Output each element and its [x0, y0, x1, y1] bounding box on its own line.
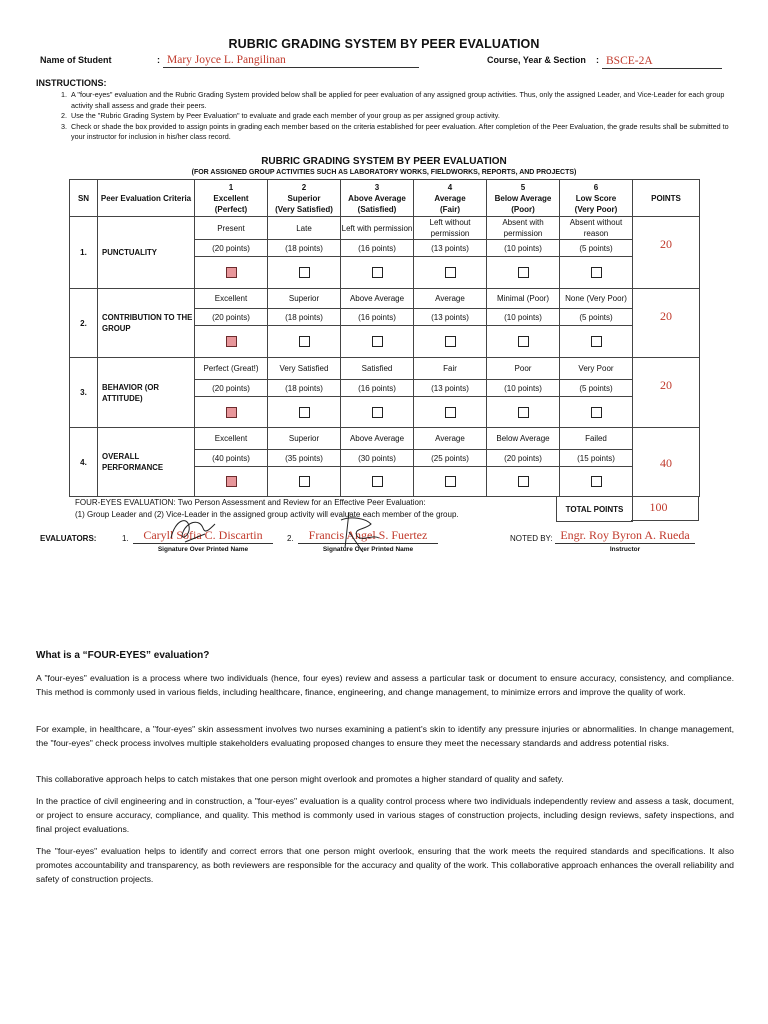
- criteria-level-points: (20 points): [195, 380, 268, 397]
- checkbox-cell: [487, 326, 560, 358]
- criteria-level-points: (35 points): [268, 450, 341, 467]
- checkbox-cell: [560, 326, 633, 358]
- row-criteria: CONTRIBUTION TO THE GROUP: [98, 289, 195, 358]
- course-section-field[interactable]: BSCE-2A: [602, 54, 722, 69]
- criteria-level-label: Very Satisfied: [268, 358, 341, 380]
- total-points-value[interactable]: 100: [649, 500, 668, 514]
- row-points-cell: [633, 428, 700, 497]
- header-scale-4: 4 Average (Fair): [414, 180, 487, 217]
- criteria-level-label: Absent with permission: [487, 217, 560, 240]
- checkbox[interactable]: [518, 336, 529, 347]
- checkbox-cell: [195, 257, 268, 289]
- checkbox-cell: [195, 467, 268, 497]
- row-points-cell: [633, 217, 700, 289]
- checkbox-cell: [341, 467, 414, 497]
- checkbox-cell: [560, 397, 633, 428]
- course-label: Course, Year & Section: [487, 55, 586, 65]
- rubric-body: [70, 217, 700, 497]
- criteria-level-points: (18 points): [268, 309, 341, 326]
- criteria-level-label: Above Average: [341, 428, 414, 450]
- row-criteria: PUNCTUALITY: [98, 217, 195, 289]
- evaluator-1-signature: [165, 512, 225, 548]
- criteria-level-points: (20 points): [195, 309, 268, 326]
- row-score[interactable]: 40: [660, 456, 672, 470]
- criteria-level-points: (16 points): [341, 309, 414, 326]
- checkbox-cell: [268, 467, 341, 497]
- evaluator-2-signature: [335, 508, 385, 554]
- checkbox[interactable]: [299, 407, 310, 418]
- document-title: RUBRIC GRADING SYSTEM BY PEER EVALUATION: [228, 37, 540, 51]
- criteria-level-points: (30 points): [341, 450, 414, 467]
- checkbox-cell: [560, 467, 633, 497]
- header-scale-2: 2 Superior (Very Satisfied): [268, 180, 341, 217]
- criteria-level-label: Failed: [560, 428, 633, 450]
- row-score[interactable]: 20: [660, 309, 672, 323]
- criteria-level-label: Late: [268, 217, 341, 240]
- course-colon: :: [596, 55, 599, 65]
- rubric-row: [70, 289, 700, 309]
- checkbox-cell: [414, 326, 487, 358]
- row-points-cell: [633, 358, 700, 428]
- criteria-level-points: (13 points): [414, 240, 487, 257]
- row-sn: 1.: [70, 217, 98, 289]
- row-score[interactable]: 20: [660, 237, 672, 251]
- evaluator-2-number: 2.: [287, 534, 294, 543]
- checkbox-cell: [487, 467, 560, 497]
- criteria-level-points: (15 points): [560, 450, 633, 467]
- checkbox-cell: [414, 397, 487, 428]
- criteria-level-points: (5 points): [560, 380, 633, 397]
- article-paragraph: This collaborative approach helps to catch mistakes that one person might overlook and promotes a higher standard of quality and safety.: [36, 774, 564, 784]
- criteria-level-points: (5 points): [560, 309, 633, 326]
- rubric-row: [70, 217, 700, 240]
- checkbox[interactable]: [299, 267, 310, 278]
- checkbox-checked[interactable]: [226, 336, 237, 347]
- instruction-item: 2. Use the "Rubric Grading System by Peer Evaluation" to evaluate and grade each member of your group as per assigned group activity.: [69, 111, 736, 122]
- header-sn: SN: [70, 180, 98, 217]
- checkbox-checked[interactable]: [226, 267, 237, 278]
- criteria-level-label: Present: [195, 217, 268, 240]
- checkbox[interactable]: [372, 336, 383, 347]
- instructor-caption: Instructor: [609, 546, 641, 553]
- instructions-heading: INSTRUCTIONS:: [36, 78, 107, 88]
- criteria-level-label: Minimal (Poor): [487, 289, 560, 309]
- checkbox[interactable]: [299, 336, 310, 347]
- article-paragraph: For example, in healthcare, a "four-eyes" skin assessment involves two nurses examining a patient's skin to identify any pressure injuries or abnormalities. In change management, the "four-eyes" check process involves multiple stakeholders evaluating proposed changes to ensure they meet the necessary standards and address potential risks.: [36, 724, 734, 749]
- checkbox-cell: [414, 257, 487, 289]
- criteria-level-points: (10 points): [487, 240, 560, 257]
- rubric-table: [69, 179, 700, 497]
- checkbox-cell: [560, 257, 633, 289]
- checkbox-cell: [414, 467, 487, 497]
- row-points-cell: [633, 289, 700, 358]
- criteria-level-label: Average: [414, 428, 487, 450]
- checkbox-checked[interactable]: [226, 476, 237, 487]
- four-eyes-note: [75, 497, 459, 520]
- checkbox-cell: [487, 397, 560, 428]
- criteria-level-label: Perfect (Great!): [195, 358, 268, 380]
- criteria-level-points: (25 points): [414, 450, 487, 467]
- checkbox[interactable]: [299, 476, 310, 487]
- article-heading: What is a “FOUR-EYES” evaluation?: [36, 650, 210, 661]
- row-sn: 2.: [70, 289, 98, 358]
- checkbox-cell: [268, 326, 341, 358]
- rubric-subtitle: RUBRIC GRADING SYSTEM BY PEER EVALUATION: [261, 156, 507, 167]
- row-score[interactable]: 20: [660, 378, 672, 392]
- checkbox[interactable]: [518, 476, 529, 487]
- criteria-level-label: Poor: [487, 358, 560, 380]
- evaluator-2-caption: Signature Over Printed Name: [322, 546, 414, 553]
- criteria-level-points: (5 points): [560, 240, 633, 257]
- evaluator-1-name[interactable]: Caryll Sofia C. Discartin: [133, 528, 273, 544]
- note-line: FOUR-EYES EVALUATION: Two Person Assessment and Review for an Effective Peer Evaluation:: [75, 498, 426, 507]
- checkbox[interactable]: [591, 267, 602, 278]
- criteria-level-label: Superior: [268, 428, 341, 450]
- checkbox-cell: [195, 397, 268, 428]
- criteria-level-label: Very Poor: [560, 358, 633, 380]
- checkbox[interactable]: [372, 267, 383, 278]
- criteria-level-points: (18 points): [268, 380, 341, 397]
- checkbox[interactable]: [591, 476, 602, 487]
- header-points: POINTS: [633, 180, 700, 217]
- checkbox[interactable]: [445, 336, 456, 347]
- student-name-field[interactable]: Mary Joyce L. Pangilinan: [163, 53, 419, 68]
- checkbox[interactable]: [445, 267, 456, 278]
- instruction-item: 1. A "four-eyes" evaluation and the Rubric Grading System provided below shall be applied for peer evaluation of any assigned group activities. Thus, only the assigned Leader, and Vice-Leader for each group activity shall assess and grade their peers.: [69, 90, 736, 111]
- noted-by-label: NOTED BY:: [510, 534, 553, 543]
- rubric-header-row: [70, 180, 700, 217]
- note-line: (1) Group Leader and (2) Vice-Leader in the assigned group activity will evaluate each member of the group.: [75, 509, 459, 519]
- instruction-item: 3. Check or shade the box provided to assign points in grading each member based on the criteria established for peer evaluation. After completion of the Peer Evaluation, the grade results shall be submitted to your instructor for inclusion in his/her class record.: [69, 122, 736, 143]
- criteria-level-label: Excellent: [195, 289, 268, 309]
- row-sn: 3.: [70, 358, 98, 428]
- row-criteria: BEHAVIOR (OR ATTITUDE): [98, 358, 195, 428]
- checkbox-cell: [268, 257, 341, 289]
- criteria-level-points: (13 points): [414, 380, 487, 397]
- criteria-level-label: Satisfied: [341, 358, 414, 380]
- criteria-level-label: Average: [414, 289, 487, 309]
- criteria-level-label: Fair: [414, 358, 487, 380]
- checkbox[interactable]: [372, 407, 383, 418]
- total-points-label: TOTAL POINTS: [556, 496, 633, 522]
- criteria-level-points: (13 points): [414, 309, 487, 326]
- checkbox[interactable]: [445, 476, 456, 487]
- checkbox[interactable]: [591, 336, 602, 347]
- checkbox-cell: [487, 257, 560, 289]
- criteria-level-points: (20 points): [195, 240, 268, 257]
- rubric-row: [70, 428, 700, 450]
- header-scale-3: 3 Above Average (Satisfied): [341, 180, 414, 217]
- checkbox[interactable]: [518, 407, 529, 418]
- checkbox[interactable]: [445, 407, 456, 418]
- criteria-level-label: None (Very Poor): [560, 289, 633, 309]
- row-sn: 4.: [70, 428, 98, 497]
- evaluator-2-name[interactable]: Francis Angel S. Fuertez: [298, 528, 438, 544]
- article-paragraph: A "four-eyes" evaluation is a process where two individuals (hence, four eyes) review and assess a particular task or document to ensure accuracy, consistency, and compliance. This method is commonly used in various fields, including healthcare, finance, engineering, and change management, to minimize errors and improve the quality of work.: [36, 673, 734, 698]
- student-label: Name of Student: [40, 55, 112, 65]
- criteria-level-points: (10 points): [487, 309, 560, 326]
- checkbox-checked[interactable]: [226, 407, 237, 418]
- checkbox[interactable]: [372, 476, 383, 487]
- criteria-level-label: Absent without reason: [560, 217, 633, 240]
- checkbox[interactable]: [591, 407, 602, 418]
- evaluator-1-number: 1.: [122, 534, 129, 543]
- criteria-level-label: Below Average: [487, 428, 560, 450]
- rubric-row: [70, 358, 700, 380]
- article-paragraph: The "four-eyes" evaluation helps to identify and correct errors that one person might overlook, ensuring that the work meets the required standards and specifications. It also promotes accountability and transparency, as both reviewers are responsible for the accuracy and quality of the work. This collaborative approach enhances the overall reliability and safety of construction projects.: [36, 846, 734, 885]
- criteria-level-points: (10 points): [487, 380, 560, 397]
- header-scale-6: 6 Low Score (Very Poor): [560, 180, 633, 217]
- checkbox-cell: [341, 257, 414, 289]
- criteria-level-points: (16 points): [341, 240, 414, 257]
- criteria-level-label: Left with permission: [341, 217, 414, 240]
- row-criteria: OVERALL PERFORMANCE: [98, 428, 195, 497]
- criteria-level-points: (16 points): [341, 380, 414, 397]
- checkbox-cell: [341, 397, 414, 428]
- criteria-level-points: (18 points): [268, 240, 341, 257]
- header-scale-1: 1 Excellent (Perfect): [195, 180, 268, 217]
- checkbox[interactable]: [518, 267, 529, 278]
- header-criteria: Peer Evaluation Criteria: [98, 180, 195, 217]
- rubric-subtitle-detail: (FOR ASSIGNED GROUP ACTIVITIES SUCH AS LABORATORY WORKS, FIELDWORKS, REPORTS, AND PROJECTS): [191, 169, 577, 176]
- criteria-level-label: Left without permission: [414, 217, 487, 240]
- criteria-level-points: (20 points): [487, 450, 560, 467]
- checkbox-cell: [341, 326, 414, 358]
- evaluators-label: EVALUATORS:: [40, 534, 97, 543]
- checkbox-cell: [195, 326, 268, 358]
- criteria-level-label: Above Average: [341, 289, 414, 309]
- criteria-level-points: (40 points): [195, 450, 268, 467]
- article-paragraph: In the practice of civil engineering and in construction, a "four-eyes" evaluation is a quality control process where two individuals independently review and assess a task, document, or project to ensure accuracy, compliance, and quality. This method is commonly used in various stages of construction projects, including design reviews, safety inspections, and final project evaluations.: [36, 796, 734, 835]
- instructor-name[interactable]: Engr. Roy Byron A. Rueda: [555, 528, 695, 544]
- instructions-list: [36, 90, 736, 143]
- criteria-level-label: Superior: [268, 289, 341, 309]
- header-scale-5: 5 Below Average (Poor): [487, 180, 560, 217]
- criteria-level-label: Excellent: [195, 428, 268, 450]
- student-colon: :: [157, 55, 160, 65]
- evaluator-1-caption: Signature Over Printed Name: [157, 546, 249, 553]
- checkbox-cell: [268, 397, 341, 428]
